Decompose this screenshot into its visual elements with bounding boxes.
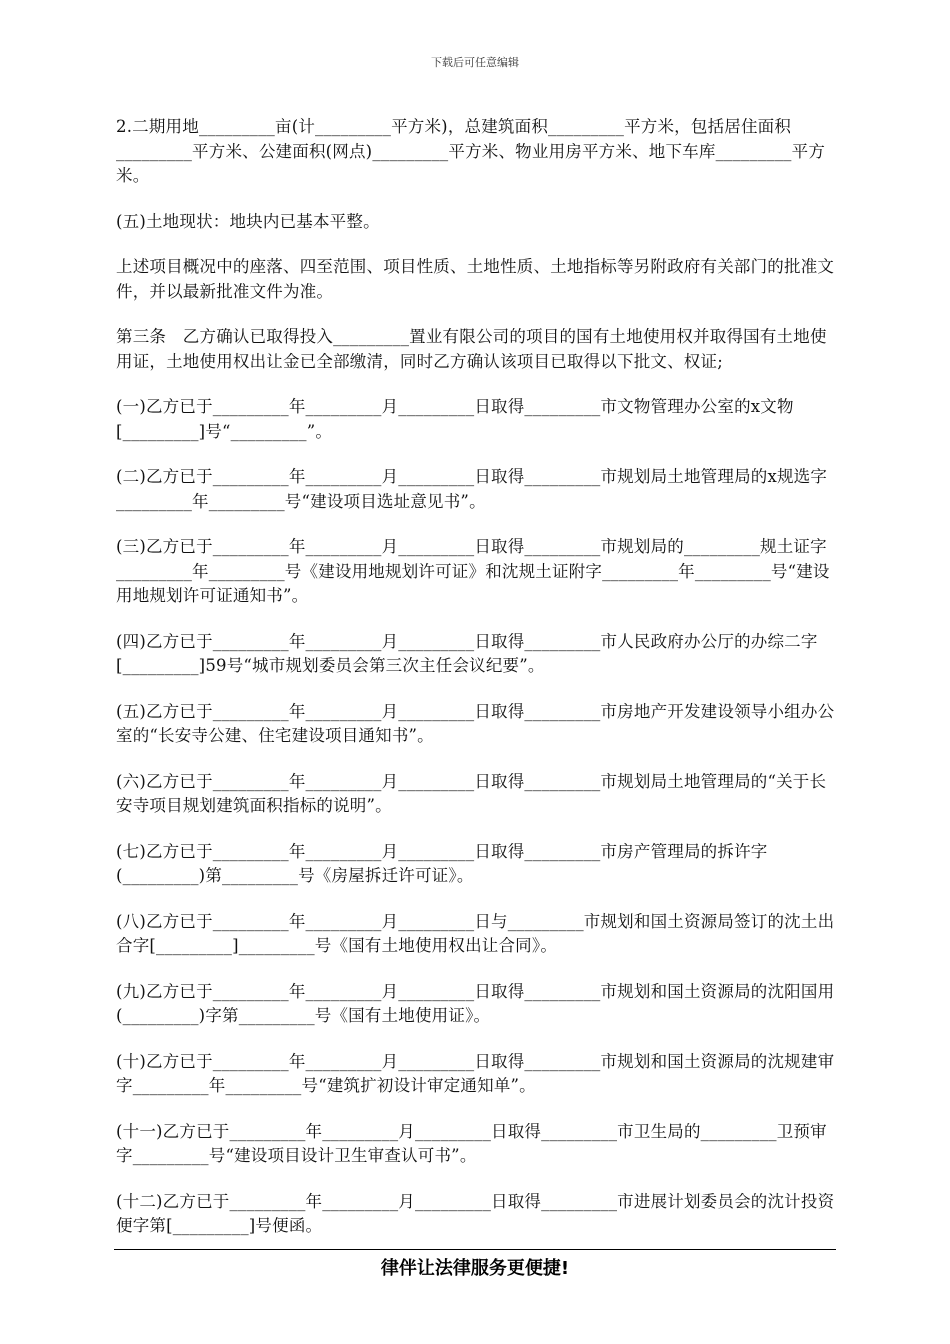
paragraph-phase2-land: 2.二期用地_________亩(计_________平方米)，总建筑面积_________平方米，包括居住面积_________平方米、公建面积(网点)_________平方米、物业用房平方米、地下车库_________平方米。 bbox=[116, 117, 826, 185]
paragraph-item-8: (八)乙方已于_________年_________月_________日与_________市规划和国土资源局签订的沈土出合字[_________]_________号《国有土地使用权出让合同》。 bbox=[116, 911, 835, 955]
paragraph-land-status: (五)土地现状：地块内已基本平整。 bbox=[116, 211, 380, 231]
page-footer: 律伴让法律服务更便捷! bbox=[380, 1258, 570, 1279]
paragraph-item-7: (七)乙方已于_________年_________月_________日取得_________市房产管理局的拆许字(_________)第_________号《房屋拆迁许可证》。 bbox=[116, 841, 768, 885]
paragraph-item-6: (六)乙方已于_________年_________月_________日取得_________市规划局土地管理局的“关于长安寺项目规划建筑面积指标的说明”。 bbox=[116, 771, 827, 815]
paragraph-article-3: 第三条 乙方确认已取得投入_________置业有限公司的项目的国有土地使用权并取得国有土地使用证，土地使用权出让金已全部缴清，同时乙方确认该项目已取得以下批文、权证; bbox=[116, 327, 827, 371]
paragraph-item-9: (九)乙方已于_________年_________月_________日取得_________市规划和国土资源局的沈阳国用(_________)字第_________号《国有土地使用证》。 bbox=[116, 981, 835, 1025]
paragraph-item-12: (十二)乙方已于_________年_________月_________日取得_________市进展计划委员会的沈计投资便字第[_________]号便函。 bbox=[116, 1191, 835, 1235]
paragraph-item-3: (三)乙方已于_________年_________月_________日取得_________市规划局的_________规土证字_________年_________号《建设用地规划许可证》和沈规土证附字_________年_________号“建设用地规划许可证通知书”。 bbox=[116, 537, 830, 605]
paragraph-item-5: (五)乙方已于_________年_________月_________日取得_________市房地产开发建设领导小组办公室的“长安寺公建、住宅建设项目通知书”。 bbox=[116, 701, 835, 745]
document-body bbox=[116, 115, 836, 1260]
page-header: 下载后可任意编辑 bbox=[431, 56, 519, 69]
footer-divider bbox=[114, 1249, 836, 1250]
paragraph-approval-note: 上述项目概况中的座落、四至范围、项目性质、土地性质、土地指标等另附政府有关部门的批准文件，并以最新批准文件为准。 bbox=[116, 257, 835, 301]
paragraph-item-1: (一)乙方已于_________年_________月_________日取得_________市文物管理办公室的x文物[_________]号“_________”。 bbox=[116, 397, 794, 441]
paragraph-item-4: (四)乙方已于_________年_________月_________日取得_________市人民政府办公厅的办综二字[_________]59号“城市规划委员会第三次主任会议纪要”。 bbox=[116, 631, 818, 675]
paragraph-item-11: (十一)乙方已于_________年_________月_________日取得_________市卫生局的_________卫预审字_________号“建设项目设计卫生审查认可书”。 bbox=[116, 1121, 827, 1165]
paragraph-item-10: (十)乙方已于_________年_________月_________日取得_________市规划和国土资源局的沈规建审字_________年_________号“建筑扩初设计审定通知单”。 bbox=[116, 1051, 835, 1095]
paragraph-item-2: (二)乙方已于_________年_________月_________日取得_________市规划局土地管理局的x规选字_________年_________号“建设项目选址意见书”。 bbox=[116, 467, 828, 511]
